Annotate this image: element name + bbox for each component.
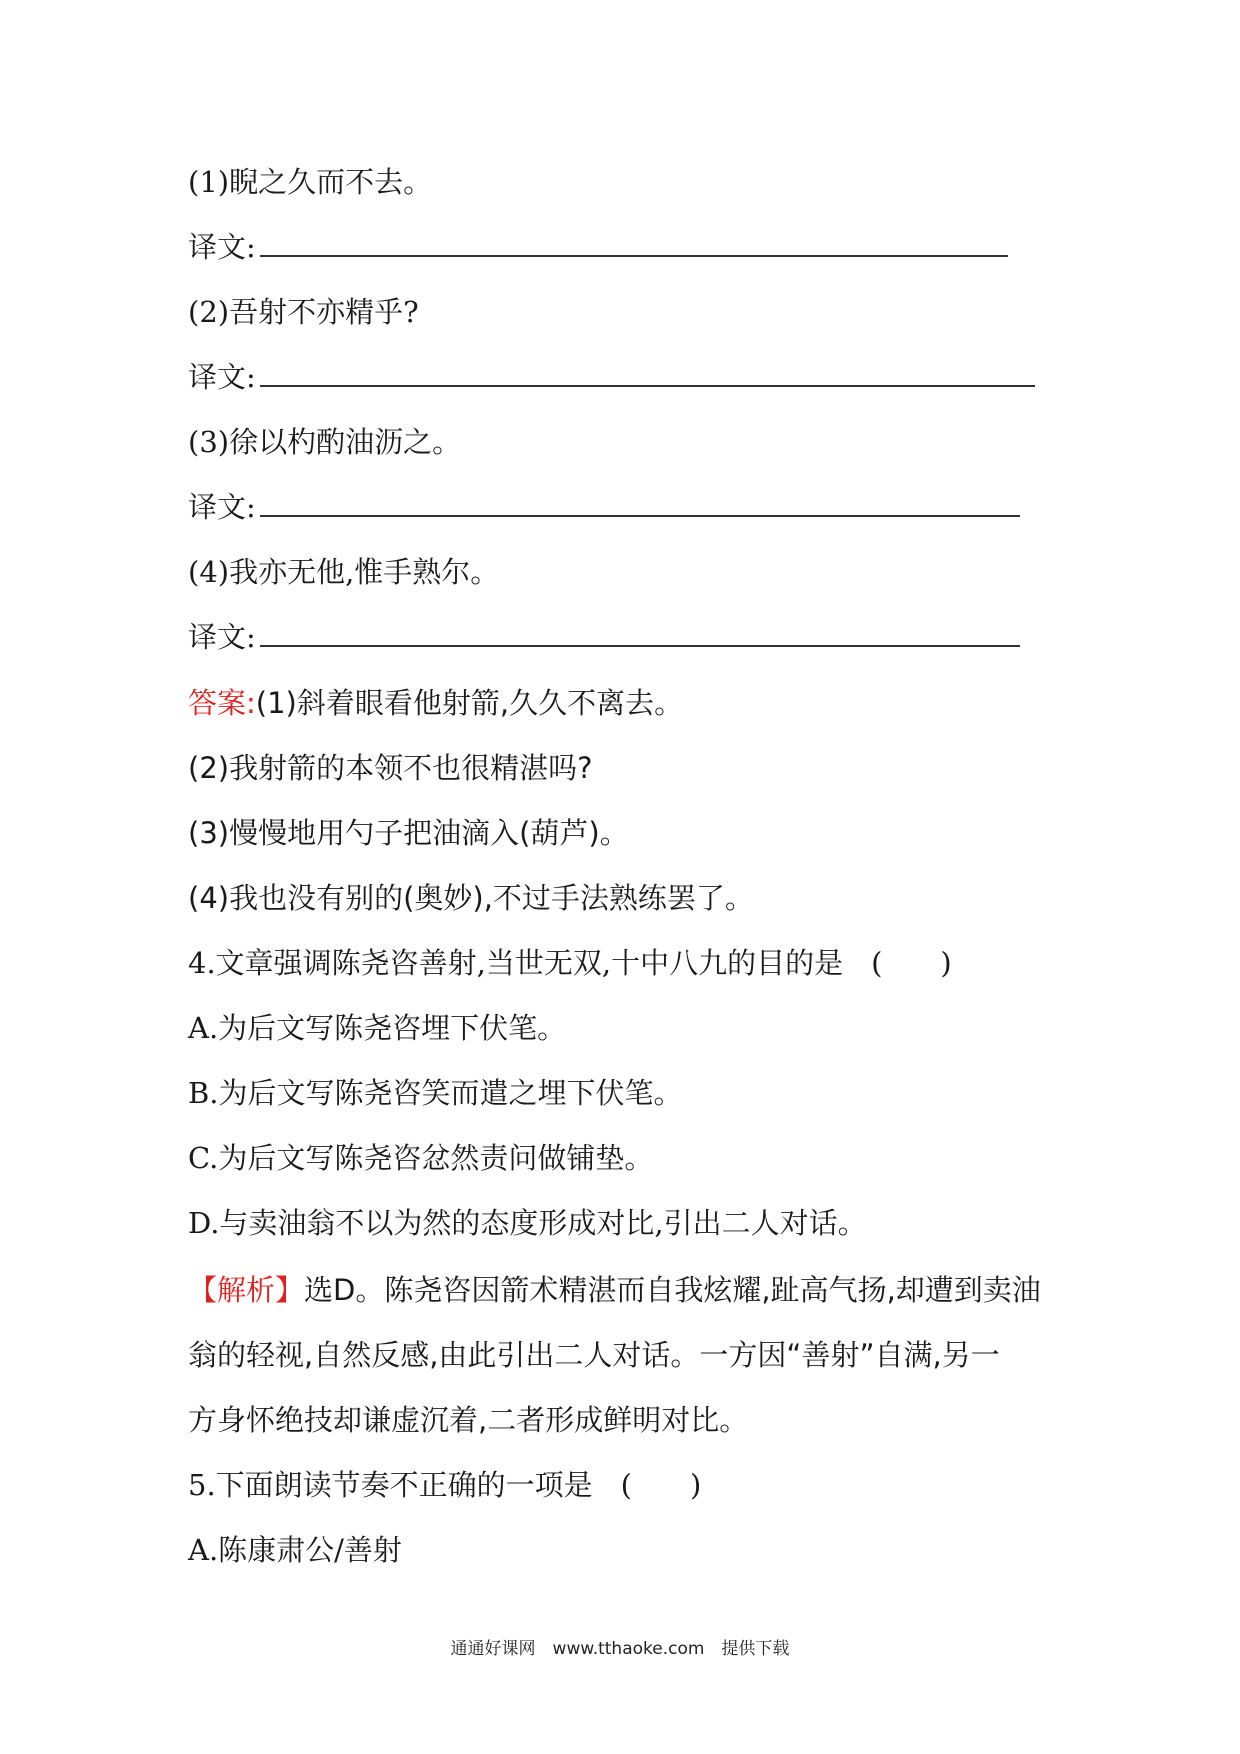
- answer-paren[interactable]: ( ): [620, 1468, 702, 1502]
- analysis-line-2: 翁的轻视,自然反感,由此引出二人对话。一方因“善射”自满,另一: [188, 1338, 1000, 1372]
- analysis-line-3: 方身怀绝技却谦虚沉着,二者形成鲜明对比。: [188, 1403, 749, 1437]
- page-footer: 通通好课网 www.tthaoke.com 提供下载: [450, 1639, 790, 1659]
- q3-sentence-2: (2)吾射不亦精乎?: [188, 295, 419, 329]
- analysis-text: 选D。陈尧咨因箭术精湛而自我炫耀,趾高气扬,却遭到卖油: [304, 1273, 1041, 1307]
- q3-sentence-1: (1)睨之久而不去。: [188, 165, 433, 199]
- q4-option-b: B.为后文写陈尧咨笑而遣之埋下伏笔。: [188, 1076, 683, 1110]
- answer-line-2: (2)我射箭的本领不也很精湛吗?: [188, 751, 593, 785]
- analysis-line-1: [188, 1270, 1041, 1310]
- q3-translation-3: [188, 487, 1020, 527]
- q4-option-c: C.为后文写陈尧咨忿然责问做铺垫。: [188, 1141, 654, 1175]
- answer-line-4: (4)我也没有别的(奥妙),不过手法熟练罢了。: [188, 881, 754, 915]
- q3-translation-1: [188, 227, 1008, 267]
- q3-translation-2: [188, 357, 1035, 397]
- q4-option-a: A.为后文写陈尧咨埋下伏笔。: [188, 1011, 567, 1045]
- q3-sentence-3: (3)徐以杓酌油沥之。: [188, 425, 462, 459]
- translation-label: 译文:: [188, 230, 256, 264]
- question-5: [188, 1465, 701, 1505]
- answer-line-3: (3)慢慢地用勺子把油滴入(葫芦)。: [188, 816, 629, 850]
- q3-translation-4: [188, 617, 1020, 657]
- translation-label: 译文:: [188, 490, 256, 524]
- answer-paren[interactable]: ( ): [871, 946, 952, 980]
- question-text: 4.文章强调陈尧咨善射,当世无双,十中八九的目的是: [188, 946, 844, 980]
- answer-blank-line[interactable]: [260, 361, 1035, 387]
- translation-label: 译文:: [188, 360, 256, 394]
- answer-label: 答案:: [188, 686, 256, 720]
- q5-option-a: A.陈康肃公/善射: [188, 1533, 402, 1567]
- question-4: [188, 943, 952, 983]
- answer-blank-line[interactable]: [260, 491, 1020, 517]
- q3-sentence-4: (4)我亦无他,惟手熟尔。: [188, 555, 500, 589]
- answer-line-1: [188, 683, 683, 723]
- answer-blank-line[interactable]: [260, 621, 1020, 647]
- q4-option-d: D.与卖油翁不以为然的态度形成对比,引出二人对话。: [188, 1206, 867, 1240]
- analysis-label: 【解析】: [188, 1273, 305, 1307]
- answer-text: (1)斜着眼看他射箭,久久不离去。: [255, 686, 684, 720]
- question-text: 5.下面朗读节奏不正确的一项是: [188, 1468, 593, 1502]
- translation-label: 译文:: [188, 620, 256, 654]
- answer-blank-line[interactable]: [260, 231, 1008, 257]
